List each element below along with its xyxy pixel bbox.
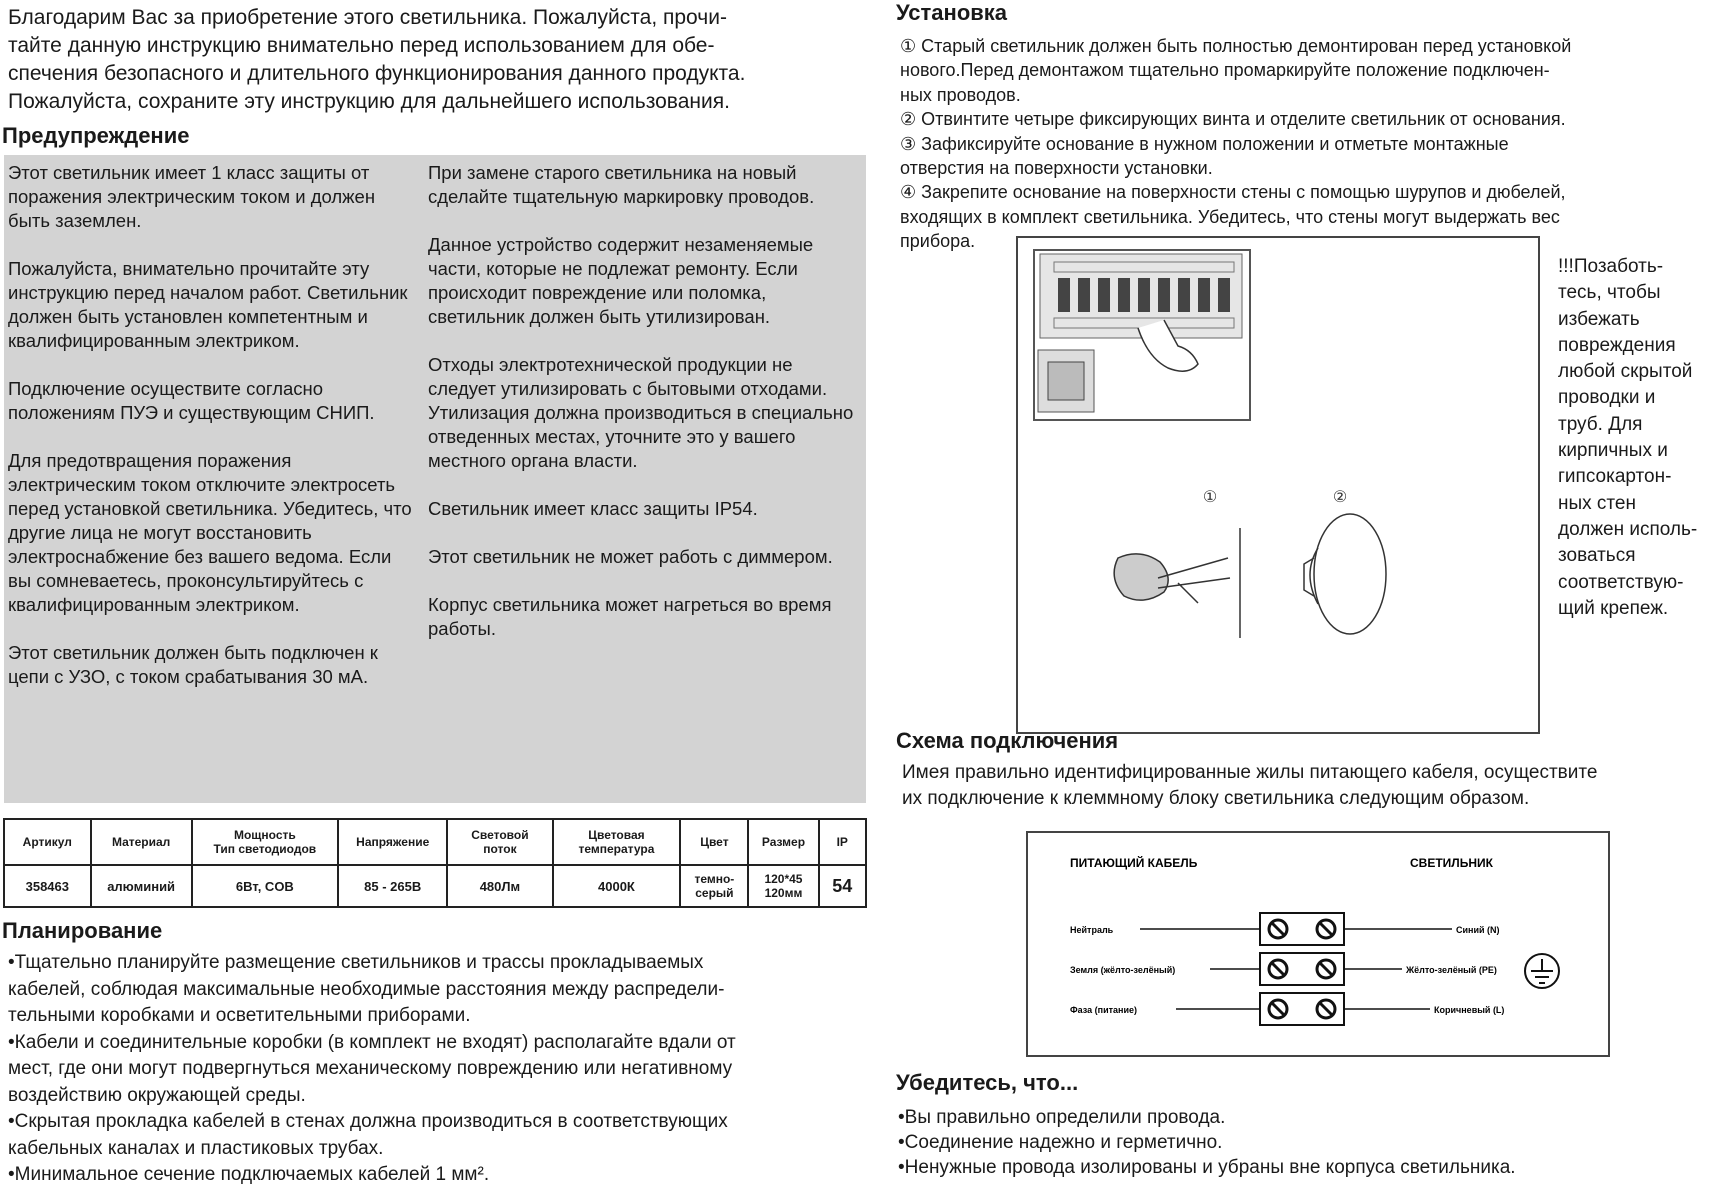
note-line: любой скрытой <box>1558 361 1693 383</box>
planning-line: тельными коробками и осветительными приборами. <box>8 1005 471 1026</box>
spec-header: Цвет <box>680 819 748 865</box>
planning-line: воздействию окружающей среды. <box>8 1084 306 1106</box>
spec-cell: 358463 <box>4 865 91 907</box>
warning-paragraph: Пожалуйста, внимательно прочитайте эту инструкцию перед началом работ. Светильник должен быть установлен компетентным и квалифицированным электриком. <box>8 258 408 351</box>
spec-row <box>4 865 866 907</box>
note-line: труб. Для <box>1558 413 1643 435</box>
spec-cell: алюминий <box>91 865 192 907</box>
install-text <box>900 34 1720 254</box>
intro-line: Пожалуйста, сохраните эту инструкцию для дальнейшего использования. <box>8 90 730 113</box>
spec-cell: 480Лм <box>447 865 552 907</box>
intro-text <box>8 4 868 116</box>
spec-cell: 85 - 265В <box>338 865 447 907</box>
intro-line: тайте данную инструкцию внимательно перед использованием для обе- <box>8 34 715 57</box>
spec-cell: 6Вт, COB <box>192 865 338 907</box>
warning-paragraph: Этот светильник должен быть подключен к цепи с УЗО, с током срабатывания 30 мА. <box>8 642 378 687</box>
wire-label-left: Нейтраль <box>1070 925 1114 935</box>
spec-header: IP <box>819 819 866 865</box>
note-line: щий крепеж. <box>1558 597 1669 619</box>
note-line: зоваться <box>1558 545 1636 567</box>
warning-paragraph: При замене старого светильника на новый сделайте тщательную маркировку проводов. <box>428 162 815 207</box>
wall-mount-icon <box>1114 528 1240 638</box>
planning-line: кабелей, соблюдая максимальные необходимые расстояния между распредели- <box>8 978 725 1000</box>
scheme-line: Имея правильно идентифицированные жилы питающего кабеля, осуществите <box>902 762 1598 783</box>
warning-paragraph: Отходы электротехнической продукции не следует утилизировать с бытовыми отходами. Утилизация должна производиться в специально отведенных местах, уточните это у вашего местного органа власти. <box>428 354 854 471</box>
warning-box <box>4 155 866 803</box>
planning-line: •Минимальное сечение подключаемых кабелей 1 мм². <box>8 1164 490 1185</box>
note-line: проводки и <box>1558 387 1656 409</box>
check-title: Убедитесь, что... <box>896 1070 1079 1095</box>
wire-label-right: Синий (N) <box>1456 925 1500 935</box>
spec-header: Световой поток <box>447 819 552 865</box>
install-illustration <box>1018 238 1538 732</box>
note-line: кирпичных и <box>1558 440 1668 462</box>
planning-line: кабельных каналах и пластиковых трубах. <box>8 1137 384 1159</box>
install-line: ③ Зафиксируйте основание в нужном положении и отметьте монтажные <box>900 133 1509 154</box>
note-line: избежать <box>1558 308 1640 330</box>
planning-text <box>8 950 868 1189</box>
wiring-caution-note <box>1558 254 1720 622</box>
note-line: ных стен <box>1558 492 1636 514</box>
spec-cell: темно- серый <box>680 865 748 907</box>
scheme-text <box>902 760 1720 812</box>
check-list <box>898 1105 1718 1180</box>
planning-title: Планирование <box>2 918 163 943</box>
install-figure <box>1016 236 1540 734</box>
spec-header: Мощность Тип светодиодов <box>192 819 338 865</box>
note-line: должен исполь- <box>1558 518 1698 540</box>
wire-label-left: Земля (жёлто-зелёный) <box>1070 965 1176 975</box>
spec-header-row <box>4 819 866 865</box>
step1-marker: ① <box>1202 489 1218 506</box>
spec-header: Цветовая температура <box>553 819 681 865</box>
install-line: ② Отвинтите четыре фиксирующих винта и отделите светильник от основания. <box>900 109 1566 130</box>
install-line: входящих в комплект светильника. Убедитесь, что стены могут выдержать вес <box>900 206 1560 227</box>
spec-header: Напряжение <box>338 819 447 865</box>
wire-label-left: Фаза (питание) <box>1070 1005 1138 1015</box>
spec-header: Размер <box>748 819 818 865</box>
note-line: !!!Позаботь- <box>1558 256 1664 277</box>
luminaire-header: СВЕТИЛЬНИК <box>1410 856 1493 870</box>
spec-cell: 120*45 120мм <box>748 865 818 907</box>
install-line: нового.Перед демонтажом тщательно промаркируйте положение подключен- <box>900 60 1550 81</box>
warning-paragraph: Данное устройство содержит незаменяемые части, которые не подлежат ремонту. Если происходит повреждение или поломка, светильник должен быть утилизирован. <box>428 234 814 327</box>
install-line: ④ Закрепите основание на поверхности стены с помощью шурупов и дюбелей, <box>900 182 1566 203</box>
note-line: соответствую- <box>1558 571 1684 593</box>
step2-marker: ② <box>1332 489 1348 506</box>
intro-line: Благодарим Вас за приобретение этого светильника. Пожалуйста, прочи- <box>8 6 727 29</box>
warning-paragraph: Светильник имеет класс защиты IP54. <box>428 498 758 519</box>
install-title: Установка <box>896 0 1008 25</box>
warning-right-column <box>428 161 858 665</box>
warning-paragraph: Этот светильник не может работь с диммером. <box>428 546 833 567</box>
spec-table <box>3 818 867 908</box>
warning-title: Предупреждение <box>2 123 190 148</box>
wire-label-right: Жёлто-зелёный (PE) <box>1406 965 1497 975</box>
install-line: отверстия на поверхности установки. <box>900 158 1213 179</box>
spec-header: Материал <box>91 819 192 865</box>
install-line: прибора. <box>900 231 976 252</box>
check-item: •Соединение надежно и герметично. <box>898 1132 1223 1153</box>
warning-paragraph: Для предотвращения поражения электрическим током отключите электросеть перед установкой светильника. Убедитесь, что другие лица не могут восстановить электроснабжение без вашего ведома. Если вы сомневаетесь, проконсультируйтесь с квалифицированным электриком. <box>8 450 412 615</box>
intro-line: спечения безопасного и длительного функционирования данного продукта. <box>8 62 746 85</box>
breaker-panel-icon <box>1034 250 1250 420</box>
warning-paragraph: Корпус светильника может нагреться во время работы. <box>428 594 832 639</box>
ground-icon <box>1525 954 1559 988</box>
warning-paragraph: Этот светильник имеет 1 класс защиты от поражения электрическим током и должен быть заземлен. <box>8 162 376 231</box>
wire-label-right: Коричневый (L) <box>1434 1005 1505 1015</box>
scheme-line: их подключение к клеммному блоку светильника следующим образом. <box>902 788 1530 809</box>
scheme-title: Схема подключения <box>896 728 1119 753</box>
spec-cell: 4000К <box>553 865 681 907</box>
note-line: гипсокартон- <box>1558 466 1672 488</box>
planning-line: •Скрытая прокладка кабелей в стенах должна производиться в соответствующих <box>8 1111 728 1132</box>
wiring-diagram <box>1026 831 1610 1057</box>
planning-line: •Кабели и соединительные коробки (в комплект не входят) располагайте вдали от <box>8 1031 736 1053</box>
planning-line: мест, где они могут подвергнуться механическому повреждению или негативному <box>8 1058 733 1079</box>
install-line: ① Старый светильник должен быть полностью демонтирован перед установкой <box>900 36 1572 56</box>
wiring-diagram-svg <box>1028 833 1608 1055</box>
spec-header: Артикул <box>4 819 91 865</box>
note-line: повреждения <box>1558 334 1676 356</box>
check-item: •Вы правильно определили провода. <box>898 1107 1226 1128</box>
check-item: •Ненужные провода изолированы и убраны вне корпуса светильника. <box>898 1157 1516 1178</box>
install-line: ных проводов. <box>900 84 1021 105</box>
luminaire-icon <box>1304 514 1386 634</box>
note-line: тесь, чтобы <box>1558 282 1661 304</box>
warning-left-column <box>8 161 418 713</box>
planning-line: •Тщательно планируйте размещение светильников и трассы прокладываемых <box>8 952 704 973</box>
warning-paragraph: Подключение осуществите согласно положениям ПУЭ и существующим СНИП. <box>8 378 375 423</box>
spec-cell-ip: 54 <box>819 865 866 907</box>
cable-header: ПИТАЮЩИЙ КАБЕЛЬ <box>1070 856 1198 870</box>
